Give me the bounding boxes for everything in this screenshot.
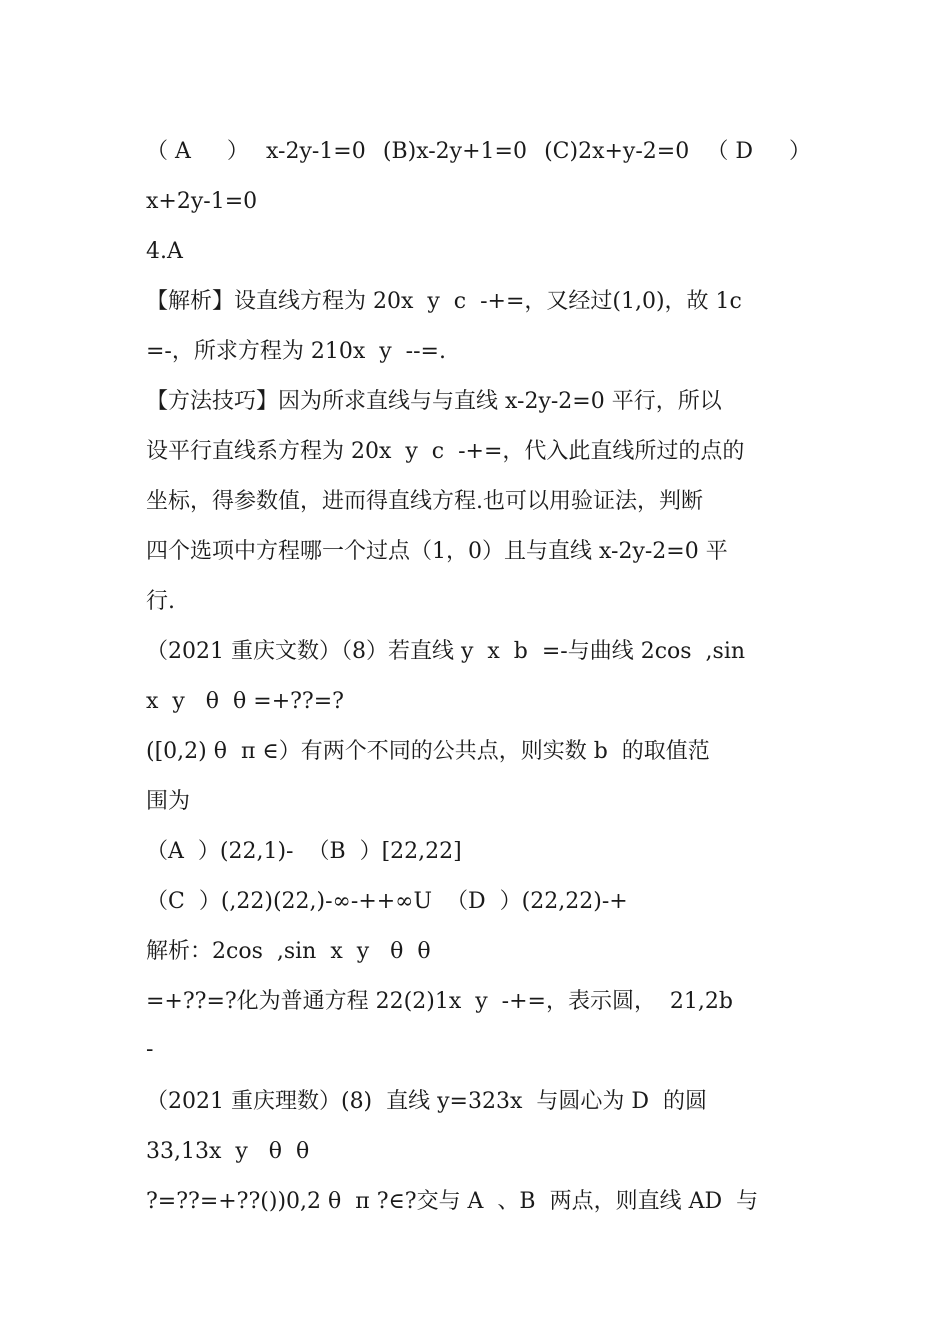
question-2021-lishu-line-2: 33,13x y θ θ [146,1139,310,1164]
answer-number: 4.A [146,239,183,264]
solution-line-2: =+??=?化为普通方程 22(2)1x y -+=，表示圆， 21,2b [146,989,733,1014]
question-2021-wenshu-line-4: 围为 [146,789,191,814]
question-2021-wenshu-line-1: （2021 重庆文数）（8）若直线 y x b =-与曲线 2cos ,sin [146,639,746,664]
method-line-2: 设平行直线系方程为 20x y c -+=，代入此直线所过的点的 [146,439,745,464]
method-line-4: 四个选项中方程哪一个过点（1，0）且与直线 x-2y-2=0 平 [146,539,728,564]
solution-line-3: - [146,1037,154,1062]
method-line-1: 【方法技巧】因为所求直线与与直线 x-2y-2=0 平行，所以 [146,389,722,414]
option-a-equation: x-2y-1=0 [266,139,366,164]
option-d-label: （ D ） [706,139,811,164]
question-2021-wenshu-line-3: ([0,2) θ π ∈）有两个不同的公共点，则实数 b 的取值范 [146,739,710,764]
option-a-label: （ A ） [146,139,249,164]
analysis-line-2: =-，所求方程为 210x y --=. [146,339,446,364]
method-line-3: 坐标，得参数值，进而得直线方程.也可以用验证法，判断 [146,489,703,514]
question-2021-lishu-line-3: ?=??=+??())0,2 θ π ?∈?交与 A 、B 两点，则直线 AD 与 [146,1189,759,1214]
method-line-5: 行. [146,589,175,614]
option-b: (B)x-2y+1=0 [382,139,527,164]
solution-line-1: 解析：2cos ,sin x y θ θ [146,939,431,964]
options-line-a-d [146,137,811,167]
choices-c-d: （C ）(,22)(22,)-∞-++∞U （D ）(22,22)-+ [146,889,628,914]
analysis-line-1: 【解析】设直线方程为 20x y c -+=，又经过(1,0)，故 1c [146,289,742,314]
question-2021-wenshu-line-2: x y θ θ =+??=? [146,689,344,714]
option-d-equation: x+2y-1=0 [146,189,258,214]
choices-a-b: （A ）(22,1)- （B ）[22,22] [146,839,462,864]
option-c: (C)2x+y-2=0 [544,139,690,164]
question-2021-lishu-line-1: （2021 重庆理数）(8) 直线 y=323x 与圆心为 D 的圆 [146,1089,707,1114]
